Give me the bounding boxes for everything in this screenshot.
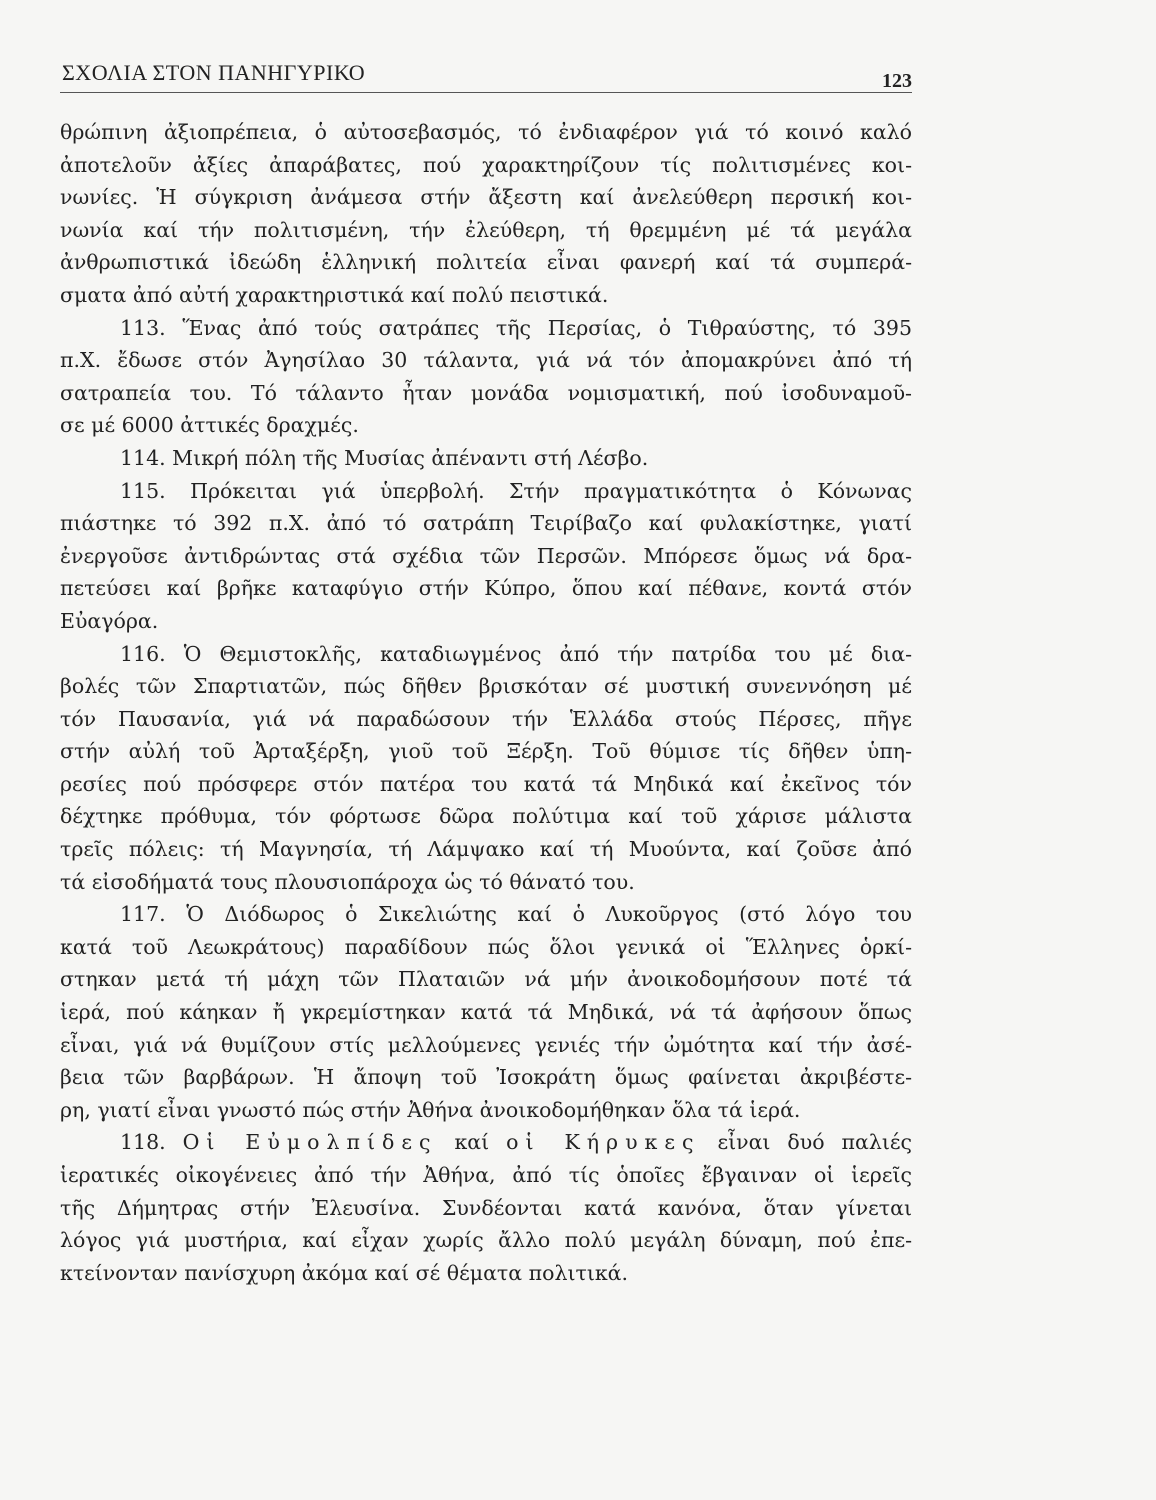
- text-line: Εὐαγόρα.: [60, 608, 159, 633]
- text-line: ἀποτελοῦν ἀξίες ἀπαράβατες, πού χαρακτηρίζουν τίς πολιτισμένες κοι-: [60, 152, 912, 177]
- page-number: 123: [882, 70, 912, 92]
- text-line: π.Χ. ἔδωσε στόν Ἀγησίλαο 30 τάλαντα, γιά νά τόν ἀπομακρύνει ἀπό τή: [60, 348, 912, 373]
- text-line: σε μέ 6000 ἀττικές δραχμές.: [60, 413, 359, 438]
- text-line: στηκαν μετά τή μάχη τῶν Πλαταιῶν νά μήν ἀνοικοδομήσουν ποτέ τά: [60, 967, 912, 992]
- text-line: πετεύσει καί βρῆκε καταφύγιο στήν Κύπρο, ὅπου καί πέθανε, κοντά στόν: [60, 576, 912, 601]
- text-line: στήν αὐλή τοῦ Ἀρταξέρξη, γιοῦ τοῦ Ξέρξη. Τοῦ θύμισε τίς δῆθεν ὑπη-: [60, 739, 912, 764]
- text-line: κατά τοῦ Λεωκράτους) παραδίδουν πώς ὅλοι γενικά οἱ Ἕλληνες ὁρκί-: [60, 934, 912, 959]
- text-line: θρώπινη ἀξιοπρέπεια, ὁ αὐτοσεβασμός, τό ἐνδιαφέρον γιά τό κοινό καλό: [60, 120, 912, 144]
- note-number: 118.: [120, 1130, 166, 1155]
- note-116-start: 116. Ὁ Θεμιστοκλῆς, καταδιωγμένος ἀπό τήν πατρίδα του μέ δια-: [120, 641, 912, 666]
- text-line: πιάστηκε τό 392 π.Χ. ἀπό τό σατράπη Τειρίβαζο καί φυλακίστηκε, γιατί: [60, 511, 912, 536]
- text-line: ἐνεργοῦσε ἀντιδρώντας στά σχέδια τῶν Περσῶν. Μπόρεσε ὅμως νά δρα-: [60, 543, 912, 568]
- connector-text: καί: [454, 1130, 490, 1155]
- text-line: ἱερά, πού κάηκαν ἤ γκρεμίστηκαν κατά τά Μηδικά, νά τά ἀφήσουν ὅπως: [60, 1000, 912, 1025]
- note-118-start: [60, 1126, 912, 1159]
- note-117-start: 117. Ὁ Διόδωρος ὁ Σικελιώτης καί ὁ Λυκοῦργος (στό λόγο του: [120, 902, 912, 927]
- text-line: σματα ἀπό αὐτή χαρακτηριστικά καί πολύ πειστικά.: [60, 282, 609, 307]
- text-fragment: εἶναι δυό παλιές: [717, 1130, 912, 1155]
- text-line: τόν Παυσανία, γιά νά παραδώσουν τήν Ἑλλάδα στούς Πέρσες, πῆγε: [60, 706, 912, 731]
- text-line: εἶναι, γιά νά θυμίζουν στίς μελλούμενες γενιές τήν ὠμότητα καί τήν ἀσέ-: [60, 1032, 912, 1057]
- spaced-term: οἱ Κήρυκες: [506, 1130, 701, 1155]
- spaced-term: Οἱ Εὐμολπίδες: [182, 1130, 438, 1155]
- page-header: [60, 56, 912, 93]
- text-line: λόγος γιά μυστήρια, καί εἶχαν χωρίς ἄλλο πολύ μεγάλη δύναμη, πού ἐπε-: [60, 1228, 912, 1253]
- text-line: τά εἰσοδήματά τους πλουσιοπάροχα ὡς τό θάνατό του.: [60, 869, 635, 894]
- text-line: νωνία καί τήν πολιτισμένη, τήν ἐλεύθερη, τή θρεμμένη μέ τά μεγάλα: [60, 217, 912, 242]
- body-text: [60, 116, 912, 1289]
- text-line: νωνίες. Ἡ σύγκριση ἀνάμεσα στήν ἄξεστη καί ἀνελεύθερη περσική κοι-: [60, 185, 912, 210]
- note-114: 114. Μικρή πόλη τῆς Μυσίας ἀπέναντι στή Λέσβο.: [120, 445, 649, 470]
- text-line: βολές τῶν Σπαρτιατῶν, πώς δῆθεν βρισκόταν σέ μυστική συνεννόηση μέ: [60, 674, 912, 699]
- text-line: κτείνονταν πανίσχυρη ἀκόμα καί σέ θέματα πολιτικά.: [60, 1260, 629, 1285]
- text-line: τῆς Δήμητρας στήν Ἐλευσίνα. Συνδέονται κατά κανόνα, ὅταν γίνεται: [60, 1195, 912, 1220]
- text-line: ρεσίες πού πρόσφερε στόν πατέρα του κατά τά Μηδικά καί ἐκεῖνος τόν: [60, 771, 912, 796]
- note-115-start: 115. Πρόκειται γιά ὑπερβολή. Στήν πραγματικότητα ὁ Κόνωνας: [120, 478, 912, 503]
- text-line: δέχτηκε πρόθυμα, τόν φόρτωσε δῶρα πολύτιμα καί τοῦ χάρισε μάλιστα: [60, 804, 912, 829]
- text-line: βεια τῶν βαρβάρων. Ἡ ἄποψη τοῦ Ἰσοκράτη ὅμως φαίνεται ἀκριβέστε-: [60, 1065, 912, 1090]
- text-line: τρεῖς πόλεις: τή Μαγνησία, τή Λάμψακο καί τή Μυούντα, καί ζοῦσε ἀπό: [60, 837, 912, 862]
- text-line: ἱερατικές οἰκογένειες ἀπό τήν Ἀθήνα, ἀπό τίς ὁποῖες ἔβγαιναν οἱ ἱερεῖς: [60, 1163, 912, 1187]
- text-line: ρη, γιατί εἶναι γνωστό πώς στήν Ἀθήνα ἀνοικοδομήθηκαν ὅλα τά ἱερά.: [60, 1097, 801, 1122]
- text-line: ἀνθρωπιστικά ἰδεώδη ἑλληνική πολιτεία εἶναι φανερή καί τά συμπερά-: [60, 250, 912, 275]
- text-line: σατραπεία του. Τό τάλαντο ἦταν μονάδα νομισματική, πού ἰσοδυναμοῦ-: [60, 380, 912, 405]
- running-title: ΣΧΟΛΙΑ ΣΤΟΝ ΠΑΝΗΓΥΡΙΚΟ: [62, 60, 366, 85]
- note-113-start: 113. Ἕνας ἀπό τούς σατράπες τῆς Περσίας, ὁ Τιθραύστης, τό 395: [120, 315, 912, 340]
